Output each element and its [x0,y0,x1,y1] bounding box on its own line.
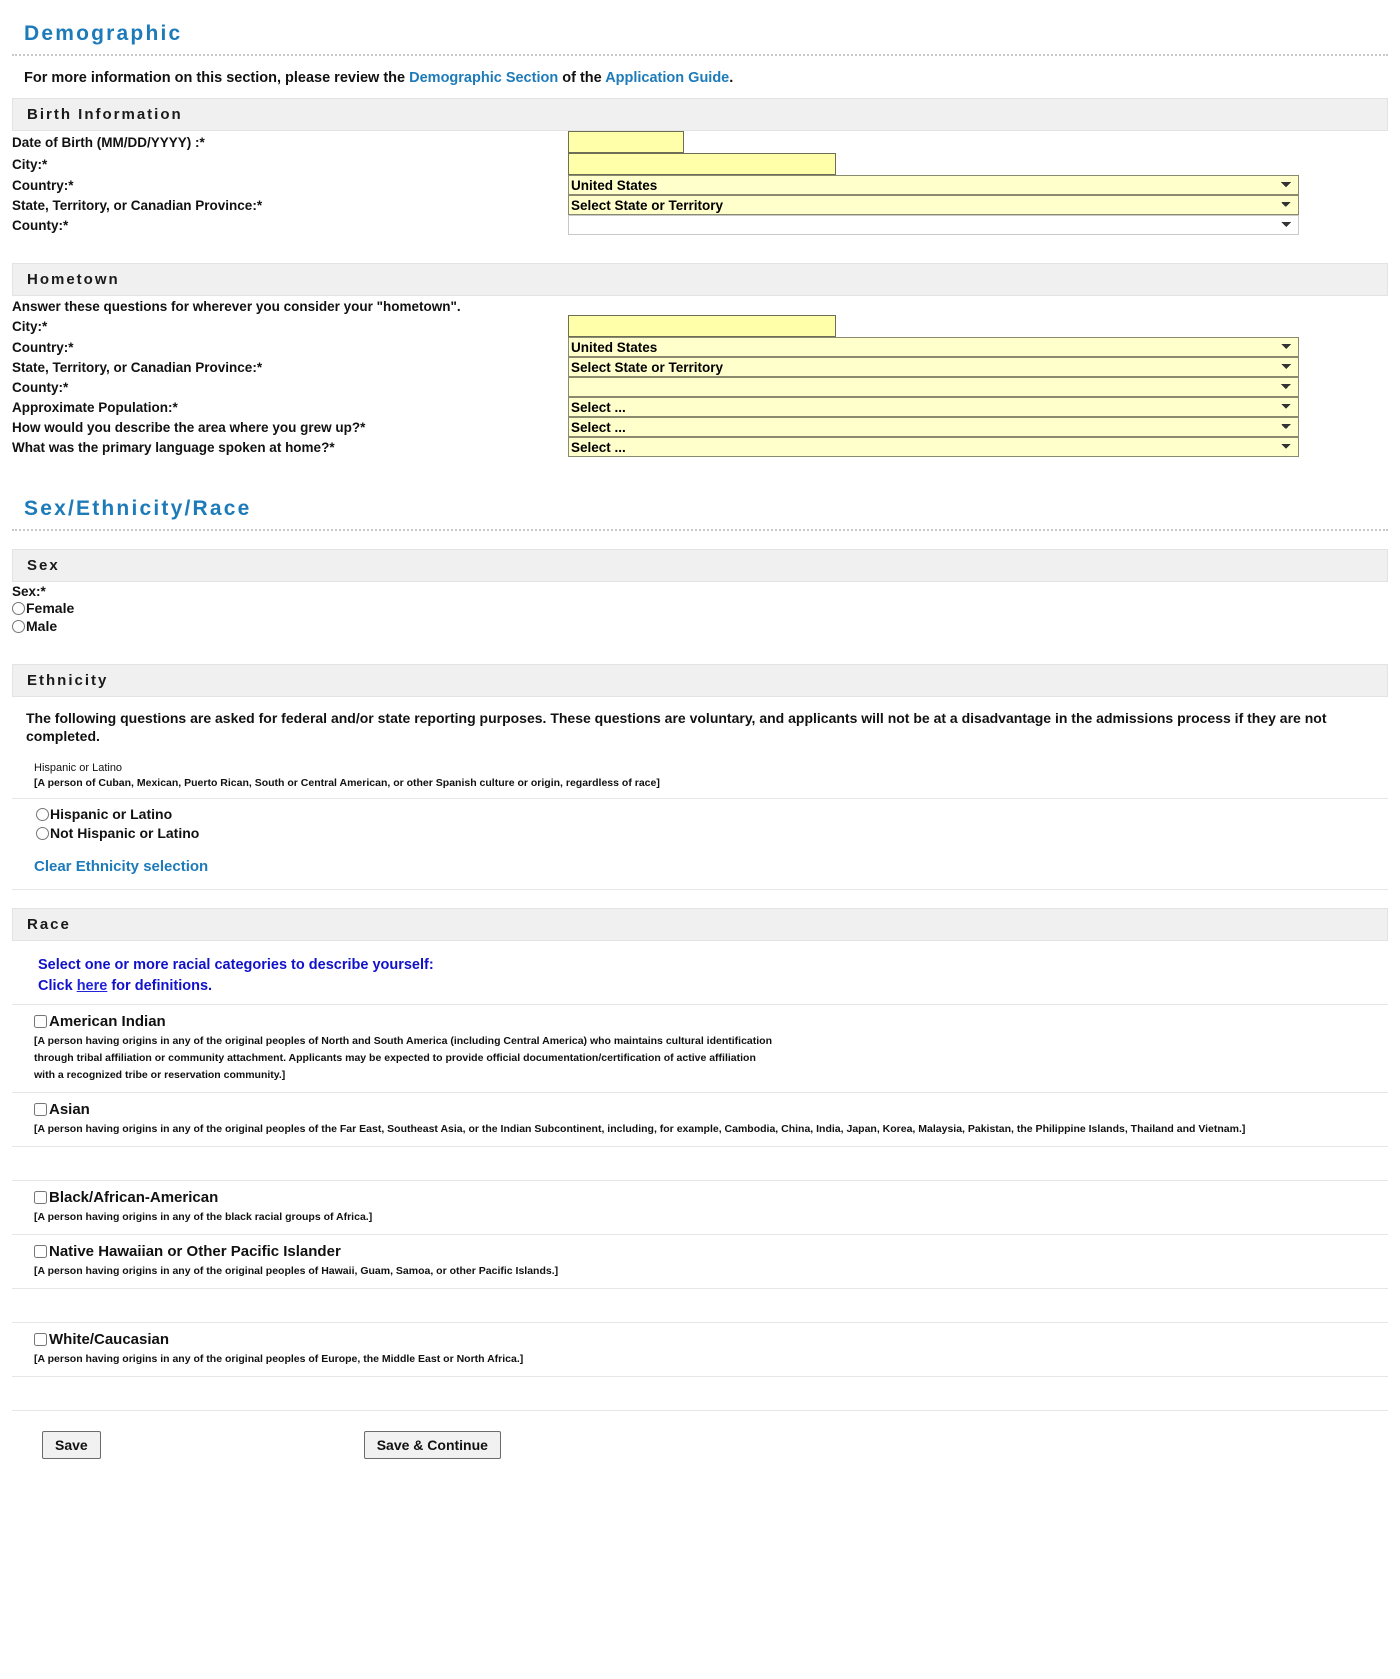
save-button[interactable]: Save [42,1431,101,1459]
save-continue-button[interactable]: Save & Continue [364,1431,501,1459]
race-header: Race [12,908,1388,941]
spacer [12,235,1388,263]
race-definitions-link[interactable]: here [76,977,108,994]
birth-country-select[interactable] [568,175,1299,195]
race-instruction-suffix: for definitions. [107,977,213,994]
birth-information-header: Birth Information [12,98,1388,131]
race-instruction-line2 [38,976,1388,997]
ethnicity-definition-text: [A person of Cuban, Mexican, Puerto Rican, South or Central American, or other Spanish culture or origin, regardless of race] [34,777,660,790]
hometown-county-label: County:* [12,379,69,395]
intro-paragraph [12,56,1388,98]
ethnicity-option-not-hispanic[interactable] [36,824,1388,842]
spacer [12,890,1388,908]
birth-city-input[interactable] [568,153,836,175]
spacer [12,457,1388,475]
race-label-white-caucasian: White/Caucasian [49,1331,170,1349]
race-desc-american-indian: [A person having origins in any of the original peoples of North and South America (including Central America) who maintains cultural identification through tribal affiliation or community attachment. Applicants may be expected to provide official documentation/certification of active affiliation with a recognized tribe or reservation community.] [34,1035,772,1082]
race-checkbox-white-caucasian-input[interactable] [34,1333,47,1346]
action-buttons [12,1410,1388,1485]
race-checkbox-native-hawaiian-input[interactable] [34,1245,47,1258]
race-checkbox-black-african-american-input[interactable] [34,1191,47,1204]
sex-option-female[interactable] [12,599,1388,617]
sex-group [12,582,1388,636]
spacer [12,636,1388,664]
race-label-native-hawaiian: Native Hawaiian or Other Pacific Islander [49,1243,341,1261]
birth-information-fields [12,131,1388,235]
race-row-native-hawaiian [12,1234,1388,1288]
ethnicity-radio-not-hispanic[interactable] [36,827,49,840]
race-desc-native-hawaiian: [A person having origins in any of the original peoples of Hawaii, Guam, Samoa, or other Pacific Islands.] [34,1265,559,1278]
race-label-asian: Asian [49,1101,90,1119]
demographic-section-link[interactable]: Demographic Section [409,70,559,86]
field-row-birth-state [12,195,1388,215]
ethnicity-paragraph: The following questions are asked for federal and/or state reporting purposes. These questions are voluntary, and applicants will not be at a disadvantage in the admissions process if they are not completed. [26,709,1327,745]
hometown-state-select[interactable] [568,357,1299,377]
race-row-white-caucasian [12,1322,1388,1376]
race-instructions [12,941,1388,1004]
sex-label: Sex:* [12,584,46,599]
race-checkbox-native-hawaiian[interactable] [34,1243,1388,1260]
clear-ethnicity-link[interactable]: Clear Ethnicity selection [34,858,209,876]
sex-option-male[interactable] [12,617,1388,635]
birth-country-label: Country:* [12,177,74,193]
race-label-american-indian: American Indian [49,1013,166,1031]
sex-header: Sex [12,549,1388,582]
ser-title: Sex/Ethnicity/Race [24,497,252,520]
hometown-city-label: City:* [12,318,48,334]
race-row-asian [12,1092,1388,1146]
field-row-area [12,417,1388,437]
language-label: What was the primary language spoken at home?* [12,439,335,455]
birth-county-label: County:* [12,217,69,233]
ethnicity-radio-hispanic[interactable] [36,808,49,821]
race-instruction-line1: Select one or more racial categories to describe yourself: [38,957,434,974]
hometown-state-label: State, Territory, or Canadian Province:* [12,359,263,375]
hometown-country-label: Country:* [12,339,74,355]
field-row-dob [12,131,1388,153]
hometown-city-input[interactable] [568,315,836,337]
race-row-spacer-1 [12,1146,1388,1180]
dob-label: Date of Birth (MM/DD/YYYY) :* [12,134,205,150]
area-label: How would you describe the area where you grew up?* [12,419,366,435]
field-row-hometown-country [12,337,1388,357]
field-row-birth-country [12,175,1388,195]
sex-option-male-label: Male [26,618,58,635]
population-label: Approximate Population:* [12,399,178,415]
field-row-population [12,397,1388,417]
hometown-fields [12,315,1388,457]
sex-radio-female[interactable] [12,602,25,615]
birth-county-select[interactable] [568,215,1299,235]
hometown-country-select[interactable] [568,337,1299,357]
intro-suffix: . [729,70,734,86]
ethnicity-options [12,799,1388,848]
race-desc-white-caucasian: [A person having origins in any of the original peoples of Europe, the Middle East or North Africa.] [34,1353,524,1366]
field-row-birth-city [12,153,1388,175]
race-label-black-african-american: Black/African-American [49,1189,219,1207]
ethnicity-definition [12,757,1388,798]
hometown-note: Answer these questions for wherever you consider your "hometown". [12,299,461,314]
ethnicity-header: Ethnicity [12,664,1388,697]
race-row-american-indian [12,1004,1388,1092]
sex-radio-male[interactable] [12,620,25,633]
race-checkbox-asian-input[interactable] [34,1103,47,1116]
race-row-black-african-american [12,1180,1388,1234]
birth-state-select[interactable] [568,195,1299,215]
population-select[interactable] [568,397,1299,417]
field-row-hometown-county [12,377,1388,397]
race-desc-black-african-american: [A person having origins in any of the black racial groups of Africa.] [34,1211,373,1224]
dob-input[interactable] [568,131,684,153]
race-checkbox-white-caucasian[interactable] [34,1331,1388,1348]
race-instruction-prefix: Click [38,977,77,994]
ethnicity-option-not-hispanic-label: Not Hispanic or Latino [50,824,200,841]
sex-option-female-label: Female [26,600,75,616]
page-title: Demographic [24,22,183,45]
birth-state-label: State, Territory, or Canadian Province:* [12,197,263,213]
application-guide-link[interactable]: Application Guide [605,70,730,86]
field-row-hometown-state [12,357,1388,377]
hometown-header: Hometown [12,263,1388,296]
field-row-hometown-city [12,315,1388,337]
race-desc-asian: [A person having origins in any of the original peoples of the Far East, Southeast Asia, or the Indian Subcontinent, including, for example, Cambodia, China, India, Japan, Korea, Malaysia, Pakistan, the Philippine Islands, Thailand and Vietnam.] [34,1123,1246,1136]
race-row-spacer-2 [12,1288,1388,1322]
field-row-language [12,437,1388,457]
race-row-spacer-3 [12,1376,1388,1410]
race-checkbox-american-indian-input[interactable] [34,1015,47,1028]
area-select[interactable] [568,417,1299,437]
hometown-county-select[interactable] [568,377,1299,397]
race-checkbox-american-indian[interactable] [34,1013,1388,1030]
language-select[interactable] [568,437,1299,457]
birth-city-label: City:* [12,156,48,172]
intro-prefix: For more information on this section, please review the [24,70,410,86]
intro-middle: of the [558,70,606,86]
field-row-birth-county [12,215,1388,235]
ethnicity-option-hispanic-label: Hispanic or Latino [50,806,173,823]
race-checkbox-black-african-american[interactable] [34,1189,1388,1206]
spacer [12,531,1388,549]
race-checkbox-asian[interactable] [34,1101,1388,1118]
ethnicity-definition-title: Hispanic or Latino [34,762,123,775]
ethnicity-option-hispanic[interactable] [36,805,1388,823]
